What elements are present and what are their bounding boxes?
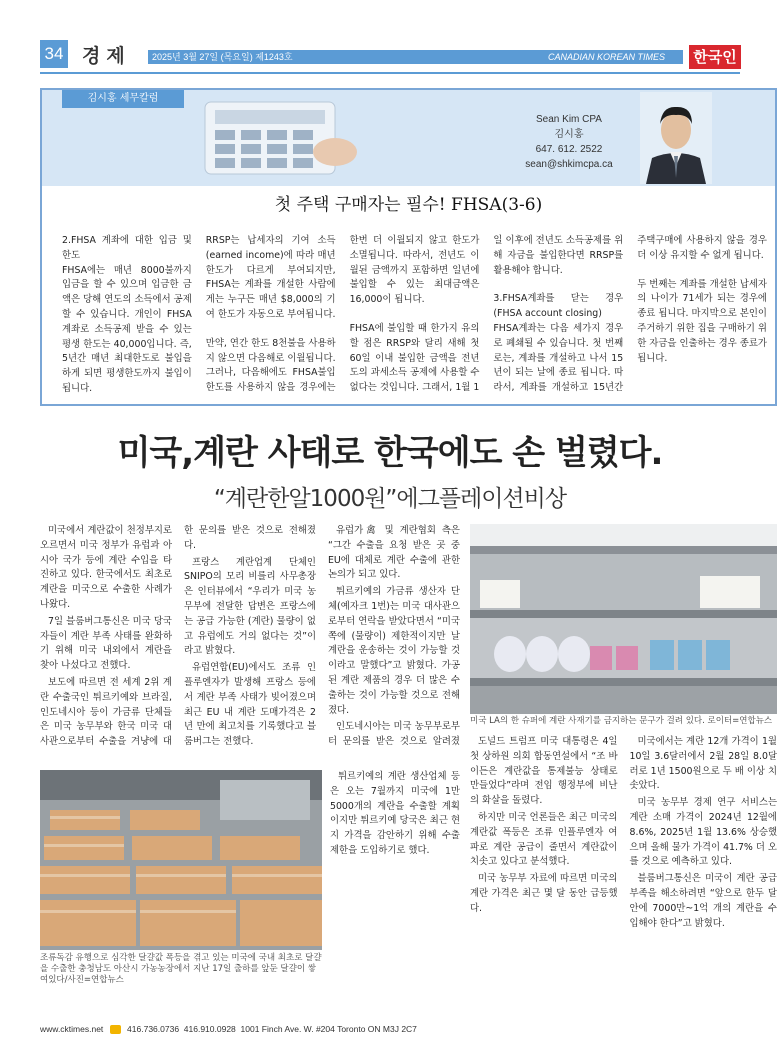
column-label: 김시홍 세무칼럼 [62, 90, 184, 108]
calculator-illustration [185, 92, 365, 184]
column-paragraph: RRSP는 납세자의 기여 소득(earned income)에 따라 매년 한도가 다르게 부여되지만, FHSA는 계좌를 개설한 사람에게는 누구든 매년 $8,000의 기여 한도가 자동으로 부여됩니다. [205, 235, 336, 320]
column-subhead: 2.FHSA 계좌에 대한 입금 및 한도 [62, 235, 192, 261]
article-paragraph: 미국 농무부 자료에 따르면 미국의 계란 가격은 최근 몇 달 동안 급등했다. [470, 873, 618, 914]
article-paragraph: 7일 블룸버그통신은 미국 당국자들이 계란 부족 사태를 완화하기 위해 미국 내외에서 계란을 찾아 나섰다고 전했다. [40, 615, 172, 672]
article-paragraph: 미국에서는 계란 12개 가격이 1월 10일 3.6달러에서 2월 28일 8.0달러로 1년 1500원으로 두 배 이상 치솟았다. [629, 736, 777, 792]
column-paragraph: FHSA에 불입할 때 한가지 유의할 점은 RRSP와 달리 새해 첫 60일 이내 불입한 금액을 전년도의 과세소득 공제에 사용할 수 없다는 것입니다. 그래서, 1월 1일 이후에 전년도 소득공제를 위해 자금을 불입한다면 RRSP를 활용해야 합니다. [349, 235, 624, 394]
author-info [510, 112, 628, 172]
column-paragraph: FHSA계좌는 다음 세가지 경우로 폐쇄될 수 있습니다. 첫 번째로는, 계좌를 개설하고 나서 15년이 되는 날에 종료 됩니다. 따라서, 계좌를 개설하고 15년간 주택구매에 사용하지 않을 경우 더 이상 유지할 수 없게 됩니다. [493, 235, 767, 394]
egg-trays-photo [40, 770, 322, 950]
article-paragraph: 프랑스 계란업계 단체인 SNIPO의 모리 비를리 사무총장은 인터뷰에서 “우리가 미국 농무부에 전달한 답변은 프랑스에는 공급 가능한 (계란) 물량이 없고 유럽에도 거의 없다는 것”이라고 밝혔다. [184, 556, 316, 657]
header-divider [40, 72, 740, 74]
column-subhead: 3.FHSA계좌를 닫는 경우 (FHSA account closing) [493, 293, 624, 320]
paper-name: CANADIAN KOREAN TIMES [548, 52, 666, 62]
paper-logo: 한국인 [689, 45, 741, 69]
author-name-ko: 김시홍 [554, 129, 584, 140]
author-photo [640, 92, 712, 184]
article-paragraph: 인도네시아는 미국 농무부로부터 문의를 받은 것으로 알려졌 [328, 721, 460, 748]
article-paragraph: 도널드 트럼프 미국 대통령은 4일 첫 상하원 의회 합동연설에서 “조 바이든은 계란값을 통제불능 상태로 만들었다”라며 전임 행정부에 비난의 화살을 돌렸다. [470, 736, 618, 807]
column-paragraph: 만약, 연간 한도 8천불을 사용하지 않으면 다음해로 이월됩니다. 그러나, 다음해에도 FHSA불입 한도를 사용하지 않을 경우에는 한번 더 이월되지 않고 한도가 소멸됩니다. 따라서, 전년도 이월된 금액까지 포함하면 일년에 불입할 수 있는 최대금액은 16,000이 됩니다. [205, 235, 480, 394]
author-email[interactable]: sean@shkimcpa.ca [525, 159, 613, 170]
article-paragraph: 블룸버그통신은 미국이 계란 공급 부족을 해소하려면 “앞으로 한두 달 안에 7000만~1억 개의 계란을 수입해야 한다”고 밝혔다. [629, 873, 777, 929]
footer-phone-2: 416.910.0928 [183, 1024, 236, 1034]
article-paragraph: 미국 농무부 경제 연구 서비스는 계란 소매 가격이 2024년 12월에 8.6%, 2025년 1월 13.6% 상승했으며 올해 물가 가격이 41.7% 더 오를 것으로 예측하고 있다. [629, 797, 777, 868]
author-name-en: Sean Kim CPA [536, 114, 602, 125]
article-paragraph: 튀르키예의 계란 생산업체 등은 오는 7월까지 미국에 1만5000개의 계란을 수출할 계획이지만 튀르키예 당국은 최근 현지 가격을 감안하기 위해 수출 제한을 도입하기로 했다. [330, 771, 460, 856]
page-number: 34 [40, 40, 68, 68]
footer-website[interactable]: www.cktimes.net [40, 1024, 104, 1034]
article-headline: 미국,계란 사태로 한국에도 손 벌렸다. [117, 433, 663, 473]
article-paragraph: 튀르키예의 가금류 생산자 단체(예자크 1번)는 미국 대사관으로부터 연락을 받았다면서 “미국 쪽에 (물량이) 제한적이지만 날계란을 운송하는 것이 가능할 것이라고 말했다”고 밝혔다. 가공된 계란 제품의 경우 더 많은 수출하는 것이 가능할 것으로 전해졌다. [328, 586, 460, 716]
page-footer [40, 1024, 417, 1034]
supermarket-egg-shelf-photo [470, 524, 777, 714]
column-paragraph: 두 번째는 계좌를 개설한 납세자의 나이가 71세가 되는 경우에 종료 됩니다. 마지막으로 본인이 주거하기 위한 집을 구매하기 위한 자금을 인출하는 경우 종료가 됩니다. [637, 278, 767, 364]
article-body-right [470, 735, 777, 1007]
article-subheadline: “계란한알1000원”에그플레이션비상 [213, 486, 567, 512]
column-paragraph: FHSA에는 매년 8000불까지 입금을 할 수 있으며 입금한 금액은 당해 연도의 소득에서 공제할 수 있습니다. 개인이 FHSA계좌로 소득공제 받을 수 있는 평생 한도는 40,000입니다. 즉, 5년간 매년 최대한도로 불입을 하게 되면 평생한도까지 불입이 됩니다. [62, 264, 192, 394]
issue-date: 2025년 3월 27일 (목요일) 제1243호 [152, 52, 293, 62]
article-paragraph: 하지만 미국 언론들은 최근 미국의 계란값 폭등은 조류 인플루엔자 여파로 계란 공급이 줄면서 계란값이 치솟고 있다고 분석했다. [470, 811, 618, 868]
section-title: 경제 [82, 45, 131, 67]
photo2-caption: 조류독감 유행으로 심각한 달걀값 폭등을 겪고 있는 미국에 국내 최초로 달걀을 수출한 충청남도 아산시 가농농장에서 지난 17일 출하를 앞둔 달걀이 쌓여있다/사진=연합뉴스 [40, 953, 322, 985]
article-body-middle [330, 770, 460, 1006]
author-phone: 647. 612. 2522 [535, 144, 603, 155]
footer-phone-1: 416.736.0736 [127, 1024, 180, 1034]
phone-icon [110, 1025, 121, 1034]
article-paragraph: 유럽연합(EU)에서도 조류 인플루엔자가 발생해 프랑스 등에서 계란 부족 사태가 빚어졌으며 최근 EU 내 계란 도매가격은 2년 만에 최고치를 기록했다고 블룸버그는 전했다. [184, 662, 316, 748]
article-paragraph: 보도에 따르면 전 세계 2위 계란 수출국인 튀르키예와 브라질, 인도네시아 등이 가금류 단체들은 미국 농무부와 한국 미국 대사관으로부터 수출을 겨냥에 대한 문의를 받은 것으로 전해졌다. [40, 525, 316, 748]
footer-address: 1001 Finch Ave. W. #204 Toronto ON M3J 2C7 [240, 1024, 417, 1034]
photo1-caption: 미국 LA의 한 슈퍼에 계란 사재기를 금지하는 문구가 걸려 있다. 로이터=연합뉴스 [470, 716, 773, 726]
article-body-left [40, 524, 460, 760]
article-paragraph: 유럽가禽 및 계란협회 측은 “그간 수출을 요청 받은 곳 중 EU에 대체로 계란 수출에 관한 논의가 되고 있다. [328, 525, 460, 581]
column-title: 첫 주택 구매자는 필수! FHSA(3-6) [274, 195, 543, 215]
article-paragraph: 미국에서 계란값이 천정부지로 오르면서 미국 정부가 유럽과 아시아 국가 등에 계란 수입을 타진하고 있다. 한국에서도 최초로 계란을 미국으로 수출한 사례가 나왔다. [40, 525, 172, 610]
column-body [62, 234, 767, 399]
